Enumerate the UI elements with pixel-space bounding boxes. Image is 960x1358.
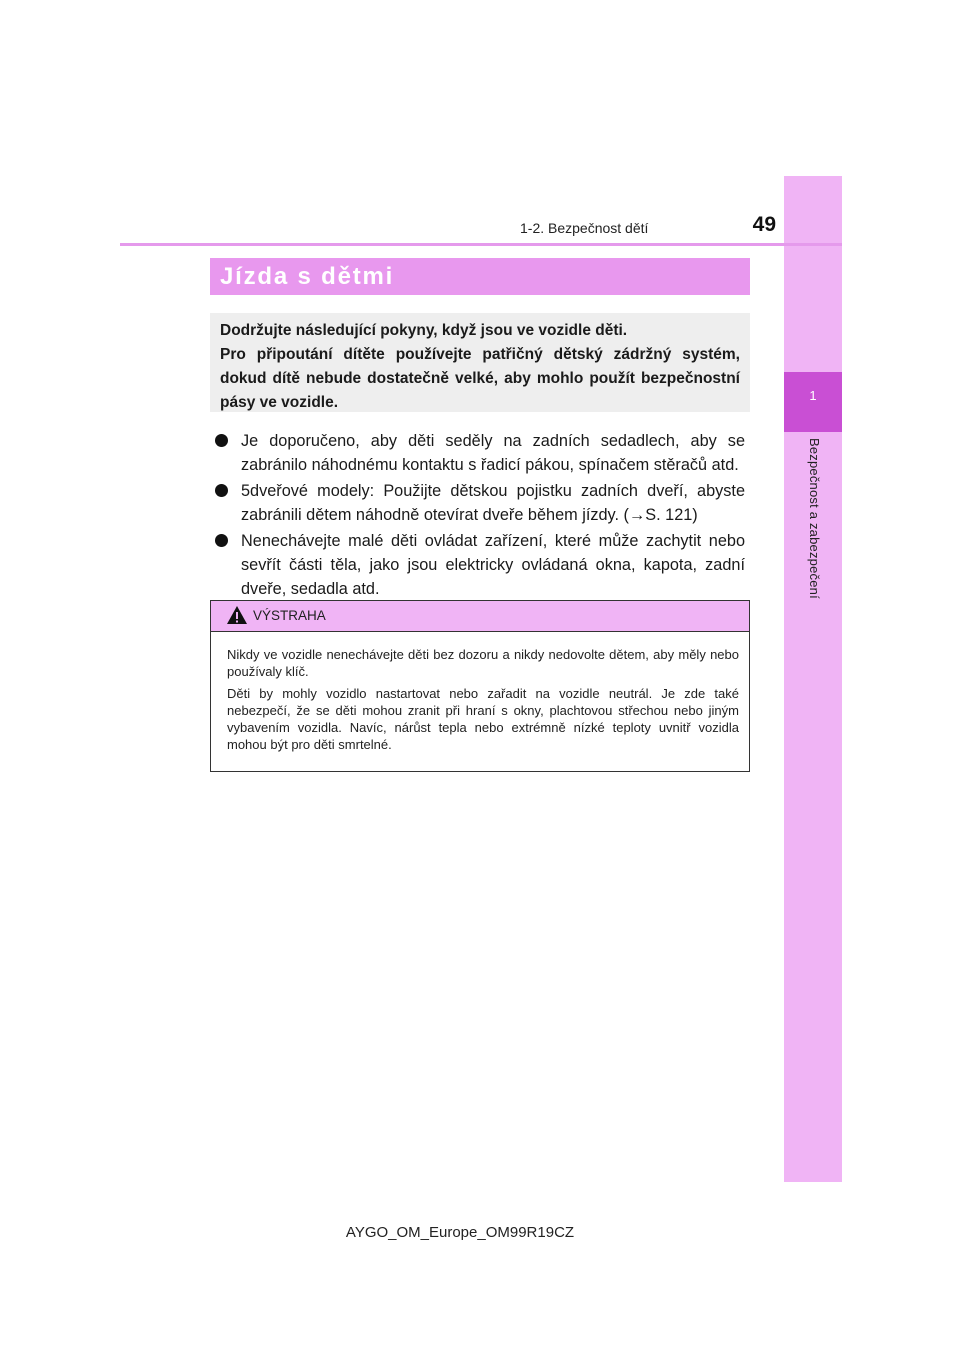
header-divider: [120, 243, 842, 246]
warning-body: [211, 632, 749, 753]
warning-triangle-icon: [226, 605, 248, 625]
intro-box: [210, 313, 750, 412]
warning-paragraph: Nikdy ve vozidle nenechávejte děti bez dozoru a nikdy nedovolte dětem, aby měly nebo používaly klíč.: [227, 647, 739, 679]
warning-box: [210, 600, 750, 772]
intro-line-1: Dodržujte následující pokyny, když jsou ve vozidle děti.: [220, 322, 628, 339]
chapter-side-tab: [784, 176, 842, 1182]
chapter-number: 1: [809, 388, 817, 403]
bullet-text: 5dveřové modely: Použijte dětskou pojistku zadních dveří, abyste zabránili dětem náhodně otevírat dveře během jízdy. (→S. 121): [241, 482, 745, 524]
bullet-icon: [215, 534, 228, 547]
chapter-title: Bezpečnost a zabezpečení: [807, 438, 822, 599]
footer-document-id: [0, 1224, 960, 1241]
warning-title: VÝSTRAHA: [253, 608, 326, 623]
bullet-text: Nenechávejte malé děti ovládat zařízení, které může zachytit nebo sevřít části těla, jako jsou elektricky ovládaná okna, kapota, zadní dveře, sedadla atd.: [241, 532, 745, 598]
bullet-icon: [215, 484, 228, 497]
intro-line-2: Pro připoutání dítěte používejte patřičný dětský zádržný systém, dokud dítě nebude dostatečně velké, aby mohlo použít bezpečnostní pásy ve vozidle.: [220, 346, 740, 411]
footer-text: AYGO_OM_Europe_OM99R19CZ: [345, 1224, 575, 1241]
page-title: Jízda s dětmi: [220, 263, 395, 290]
bullet-text: Je doporučeno, aby děti seděly na zadních sedadlech, aby se zabránilo náhodnému kontaktu s řadicí pákou, spínačem stěračů atd.: [241, 432, 745, 474]
bullet-icon: [215, 434, 228, 447]
list-item: [213, 479, 745, 527]
list-item: [213, 529, 745, 601]
title-bar: [210, 258, 750, 295]
warning-paragraph: Děti by mohly vozidlo nastartovat nebo zařadit na vozidle neutrál. Je zde také nebezpečí, že se děti mohou zranit při hraní s okny, plachtovou střechou nebo jiným vybavením vozidla. Navíc, nárůst tepla nebo extrémně nízké teploty uvnitř vozidla mohou být pro děti smrtelné.: [227, 686, 739, 752]
warning-header: [211, 601, 749, 632]
bullet-list: [213, 429, 745, 603]
list-item: [213, 429, 745, 477]
page-number: 49: [752, 213, 776, 236]
section-label: 1-2. Bezpečnost dětí: [520, 220, 649, 236]
